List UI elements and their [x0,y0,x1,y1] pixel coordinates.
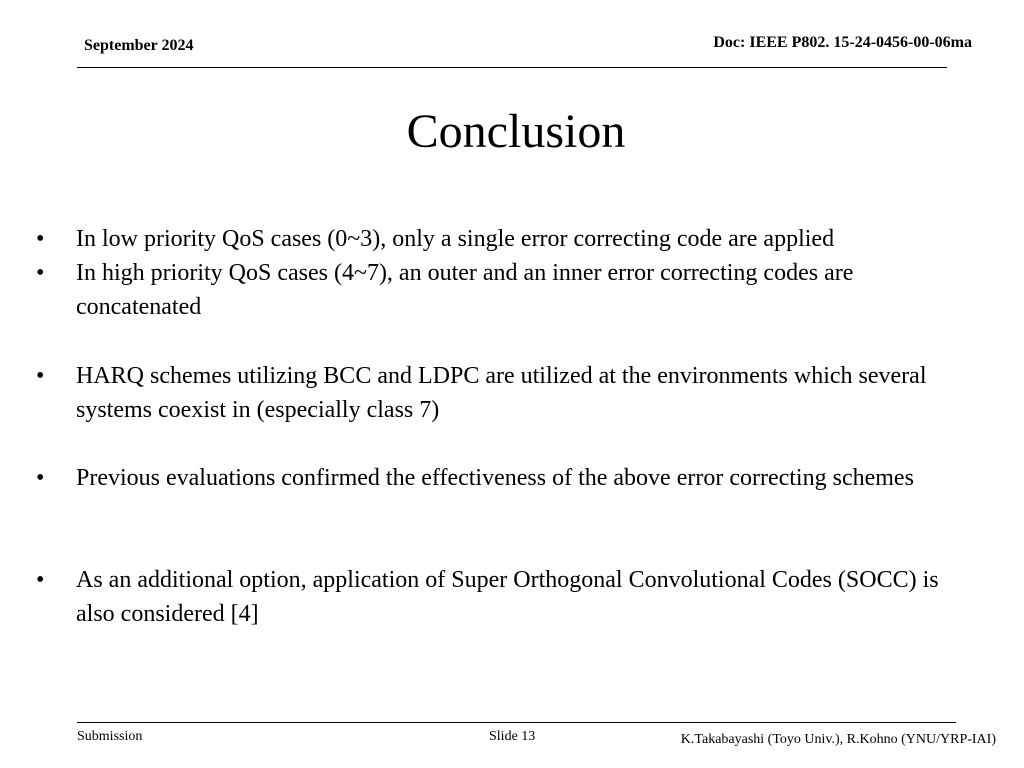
footer-authors: K.Takabayashi (Toyo Univ.), R.Kohno (YNU/YRP-IAI) [680,732,996,747]
bullet-item [36,222,986,256]
slide-number: Slide 13 [489,729,536,744]
bullet-text: Previous evaluations confirmed the effectiveness of the above error correcting schemes [76,465,914,491]
bullet-item [36,563,986,631]
bullet-text: In low priority QoS cases (0~3), only a single error correcting code are applied [76,226,835,252]
header-divider [77,67,947,68]
header-date: September 2024 [84,37,194,54]
footer-submission: Submission [77,729,143,744]
bullet-item [36,461,986,495]
bullet-text: In high priority QoS cases (4~7), an outer and an inner error correcting codes are concatenated [76,260,854,320]
bullet-item [36,256,986,324]
bullet-marker: • [36,363,45,389]
bullet-item [36,359,986,427]
slide-title: Conclusion [406,105,626,158]
bullet-text: HARQ schemes utilizing BCC and LDPC are utilized at the environments which several systems coexist in (especially class 7) [76,363,927,423]
bullet-text: As an additional option, application of Super Orthogonal Convolutional Codes (SOCC) is also considered [4] [76,567,939,627]
document-id: Doc: IEEE P802. 15-24-0456-00-06ma [713,34,972,51]
bullet-marker: • [36,260,45,286]
bullet-marker: • [36,465,45,491]
footer-divider [77,722,956,723]
bullet-marker: • [36,567,45,593]
bullet-marker: • [36,226,45,252]
